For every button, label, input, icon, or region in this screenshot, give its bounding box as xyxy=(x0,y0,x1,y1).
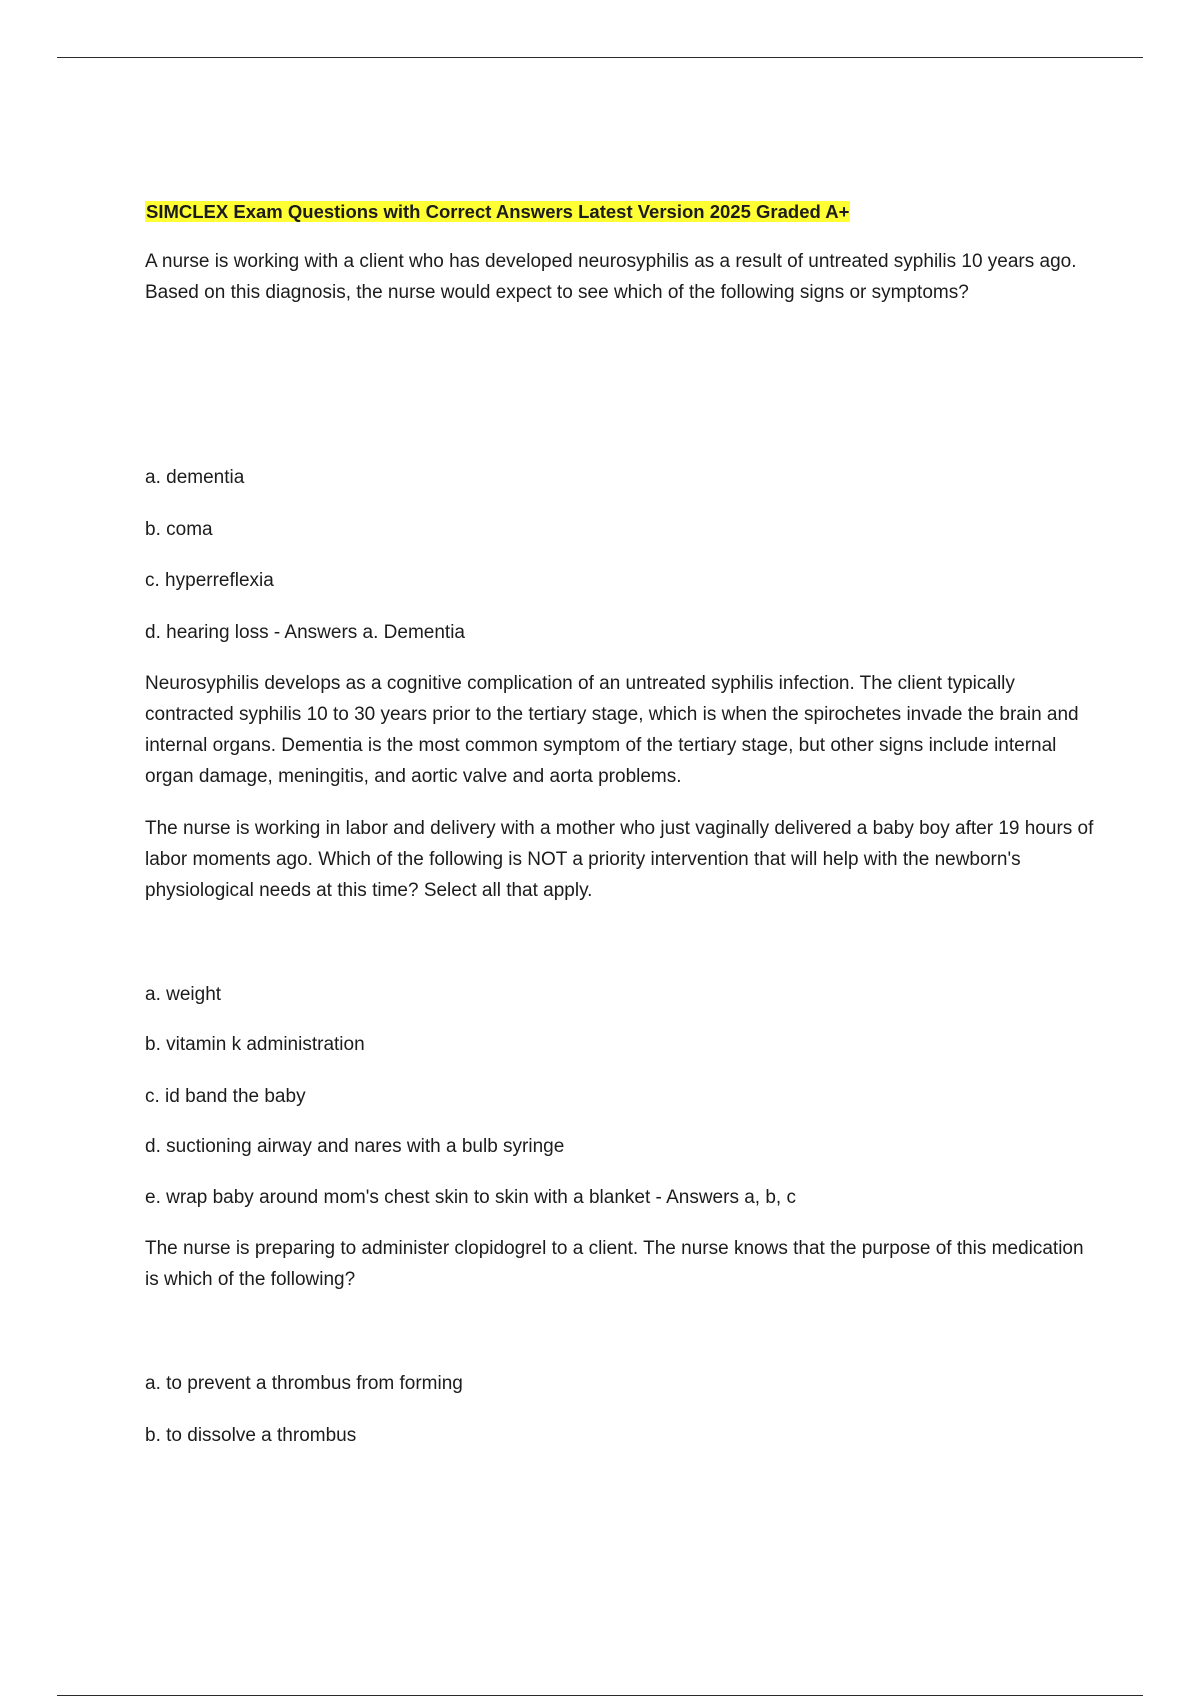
question-2-option-c: c. id band the baby xyxy=(145,1086,306,1107)
bottom-rule xyxy=(57,1695,1143,1696)
question-2-option-a: a. weight xyxy=(145,984,222,1005)
question-1-rationale: Neurosyphilis develops as a cognitive complication of an untreated syphilis infection. The client typically contracted syphilis 10 to 30 years prior to the tertiary stage, which is when the spirochetes invade the brain and internal organs. Dementia is the most common symptom of the tertiary stage, but other signs include internal organ damage, meningitis, and aortic valve and aorta problems. xyxy=(145,673,1079,787)
question-2-text: The nurse is working in labor and delivery with a mother who just vaginally delivered a baby boy after 19 hours of labor moments ago. Which of the following is NOT a priority intervention that will help with the newborn's physiological needs at this time? Select all that apply. xyxy=(145,818,1094,901)
question-1-option-b: b. coma xyxy=(145,519,213,540)
title-highlight: SIMCLEX Exam Questions with Correct Answers Latest Version 2025 Graded A+ xyxy=(146,201,850,222)
question-1-option-a: a. dementia xyxy=(145,467,245,488)
question-3-option-b: b. to dissolve a thrombus xyxy=(145,1425,357,1446)
document-title xyxy=(145,196,1095,227)
question-3-text: The nurse is preparing to administer clopidogrel to a client. The nurse knows that the purpose of this medication is which of the following? xyxy=(145,1238,1084,1290)
question-1-option-d-answer: d. hearing loss - Answers a. Dementia xyxy=(145,622,465,643)
question-2-option-b: b. vitamin k administration xyxy=(145,1034,365,1055)
question-2-option-e-answer: e. wrap baby around mom's chest skin to skin with a blanket - Answers a, b, c xyxy=(145,1187,796,1208)
top-rule xyxy=(57,57,1143,58)
question-3-option-a: a. to prevent a thrombus from forming xyxy=(145,1373,463,1394)
question-2-option-d: d. suctioning airway and nares with a bulb syringe xyxy=(145,1136,565,1157)
question-1-option-c: c. hyperreflexia xyxy=(145,570,274,591)
question-1-text: A nurse is working with a client who has developed neurosyphilis as a result of untreated syphilis 10 years ago. Based on this diagnosis, the nurse would expect to see which of the following signs or symptoms? xyxy=(145,251,1077,303)
